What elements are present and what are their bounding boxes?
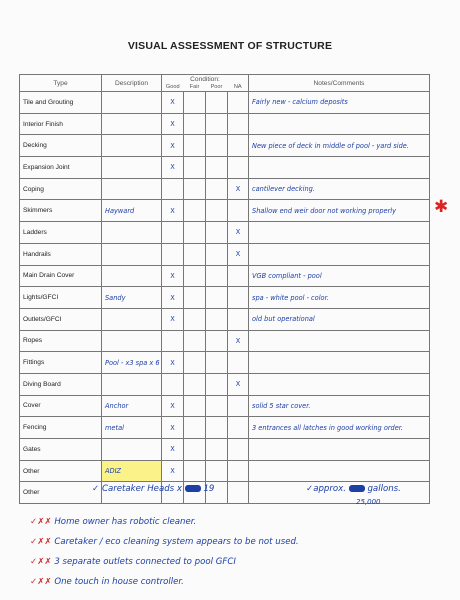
header-good: Good bbox=[162, 83, 184, 92]
row-fair-mark bbox=[184, 460, 206, 482]
row-good-mark bbox=[162, 373, 184, 395]
row-poor-mark bbox=[206, 157, 228, 179]
row-na-mark bbox=[228, 265, 249, 287]
row-good-mark: X bbox=[162, 92, 184, 114]
row-na-mark: X bbox=[228, 243, 249, 265]
row-type: Skimmers bbox=[20, 200, 102, 222]
row-good-mark: X bbox=[162, 157, 184, 179]
row-type: Gates bbox=[20, 439, 102, 461]
row-fair-mark bbox=[184, 178, 206, 200]
row-na-mark: X bbox=[228, 178, 249, 200]
row-poor-mark bbox=[206, 265, 228, 287]
scribble-mark bbox=[349, 485, 365, 492]
row-description bbox=[102, 113, 162, 135]
row-note: 3 entrances all latches in good working order. bbox=[249, 417, 430, 439]
row-good-mark: X bbox=[162, 460, 184, 482]
row-type: Other bbox=[20, 482, 102, 504]
row-type: Cover bbox=[20, 395, 102, 417]
row-description: Pool - x3 spa x 6 bbox=[102, 352, 162, 374]
row-poor-mark bbox=[206, 417, 228, 439]
row-note bbox=[249, 222, 430, 244]
table-row bbox=[20, 265, 430, 287]
row-good-mark: X bbox=[162, 308, 184, 330]
row-note: cantilever decking. bbox=[249, 178, 430, 200]
header-fair: Fair bbox=[189, 84, 200, 90]
row-note bbox=[249, 113, 430, 135]
table-row bbox=[20, 178, 430, 200]
row-na-mark bbox=[228, 417, 249, 439]
row-na-mark bbox=[228, 482, 249, 504]
row-poor-mark bbox=[206, 395, 228, 417]
table-row bbox=[20, 113, 430, 135]
row-type: Diving Board bbox=[20, 373, 102, 395]
row-na-mark bbox=[228, 200, 249, 222]
table-row bbox=[20, 439, 430, 461]
header-type: Type bbox=[20, 75, 102, 92]
row-na-mark bbox=[228, 157, 249, 179]
row-note bbox=[249, 352, 430, 374]
row-description: Sandy bbox=[102, 287, 162, 309]
row-type: Fencing bbox=[20, 417, 102, 439]
row-description bbox=[102, 157, 162, 179]
row-type: Fittings bbox=[20, 352, 102, 374]
row-type: Tile and Grouting bbox=[20, 92, 102, 114]
row-good-mark bbox=[162, 243, 184, 265]
row-description bbox=[102, 373, 162, 395]
row-na-mark bbox=[228, 92, 249, 114]
row-note: New piece of deck in middle of pool - yard side. bbox=[249, 135, 430, 157]
assessment-table bbox=[19, 74, 430, 504]
row-poor-mark bbox=[206, 243, 228, 265]
row-poor-mark bbox=[206, 439, 228, 461]
row-fair-mark bbox=[184, 265, 206, 287]
row-type: Lights/GFCI bbox=[20, 287, 102, 309]
row-poor-mark bbox=[206, 222, 228, 244]
row-good-mark: X bbox=[162, 265, 184, 287]
row-good-mark: X bbox=[162, 113, 184, 135]
row-poor-mark bbox=[206, 373, 228, 395]
header-poor: Poor bbox=[210, 84, 223, 90]
row-fair-mark bbox=[184, 243, 206, 265]
row-note bbox=[249, 243, 430, 265]
row-fair-mark bbox=[184, 395, 206, 417]
row-description bbox=[102, 135, 162, 157]
row-description bbox=[102, 330, 162, 352]
row-good-mark bbox=[162, 222, 184, 244]
footer-note-2: ✓✗✗ Caretaker / eco cleaning system appears to be not used. bbox=[30, 537, 299, 547]
row-note: spa - white pool - color. bbox=[249, 287, 430, 309]
header-na: NA bbox=[228, 83, 249, 92]
row-good-mark: X bbox=[162, 287, 184, 309]
row-note: Shallow end weir door not working properly bbox=[249, 200, 430, 222]
row-na-mark bbox=[228, 287, 249, 309]
row-poor-mark bbox=[206, 92, 228, 114]
row-type: Ropes bbox=[20, 330, 102, 352]
row-type: Other bbox=[20, 460, 102, 482]
table-row bbox=[20, 308, 430, 330]
row-poor-mark bbox=[206, 287, 228, 309]
footer-note-3: ✓✗✗ 3 separate outlets connected to pool GFCI bbox=[30, 557, 236, 567]
row-description: metal bbox=[102, 417, 162, 439]
row-poor-mark bbox=[206, 135, 228, 157]
row-type: Handrails bbox=[20, 243, 102, 265]
caretaker-heads-note: ✓ Caretaker Heads x 19 bbox=[92, 484, 215, 494]
header-description: Description bbox=[102, 75, 162, 92]
row-type: Main Drain Cover bbox=[20, 265, 102, 287]
row-type: Outlets/GFCI bbox=[20, 308, 102, 330]
footer-note-1: ✓✗✗ Home owner has robotic cleaner. bbox=[30, 517, 197, 527]
table-row bbox=[20, 352, 430, 374]
row-description bbox=[102, 92, 162, 114]
row-fair-mark bbox=[184, 222, 206, 244]
row-poor-mark bbox=[206, 178, 228, 200]
row-note bbox=[249, 157, 430, 179]
row-note bbox=[249, 373, 430, 395]
row-good-mark: X bbox=[162, 395, 184, 417]
row-description bbox=[102, 439, 162, 461]
row-description: Anchor bbox=[102, 395, 162, 417]
row-type: Coping bbox=[20, 178, 102, 200]
row-good-mark: X bbox=[162, 200, 184, 222]
row-fair-mark bbox=[184, 352, 206, 374]
row-na-mark: X bbox=[228, 330, 249, 352]
row-description: Hayward bbox=[102, 200, 162, 222]
approx-gallons-note: ✓approx. gallons. bbox=[306, 484, 401, 494]
row-description bbox=[102, 308, 162, 330]
row-fair-mark bbox=[184, 92, 206, 114]
row-na-mark bbox=[228, 113, 249, 135]
row-fair-mark bbox=[184, 157, 206, 179]
row-na-mark bbox=[228, 135, 249, 157]
row-na-mark bbox=[228, 352, 249, 374]
table-row bbox=[20, 287, 430, 309]
row-description bbox=[102, 265, 162, 287]
row-poor-mark bbox=[206, 330, 228, 352]
row-type: Interior Finish bbox=[20, 113, 102, 135]
table-row bbox=[20, 135, 430, 157]
gallons-value: 25,000 bbox=[356, 498, 381, 506]
row-good-mark: X bbox=[162, 417, 184, 439]
table-row bbox=[20, 417, 430, 439]
row-description bbox=[102, 243, 162, 265]
row-poor-mark bbox=[206, 113, 228, 135]
row-fair-mark bbox=[184, 373, 206, 395]
row-fair-mark bbox=[184, 200, 206, 222]
row-poor-mark bbox=[206, 460, 228, 482]
row-type: Ladders bbox=[20, 222, 102, 244]
row-note bbox=[249, 460, 430, 482]
row-description: ADIZ bbox=[102, 460, 162, 482]
row-fair-mark bbox=[184, 330, 206, 352]
row-poor-mark bbox=[206, 200, 228, 222]
row-note: old but operational bbox=[249, 308, 430, 330]
table-row bbox=[20, 460, 430, 482]
row-good-mark: X bbox=[162, 439, 184, 461]
table-row bbox=[20, 200, 430, 222]
row-good-mark bbox=[162, 178, 184, 200]
row-fair-mark bbox=[184, 135, 206, 157]
row-type: Expansion Joint bbox=[20, 157, 102, 179]
table-row bbox=[20, 92, 430, 114]
table-row bbox=[20, 157, 430, 179]
row-fair-mark bbox=[184, 308, 206, 330]
table-row bbox=[20, 330, 430, 352]
row-fair-mark bbox=[184, 287, 206, 309]
row-na-mark bbox=[228, 308, 249, 330]
row-note: solid 5 star cover. bbox=[249, 395, 430, 417]
row-note bbox=[249, 439, 430, 461]
row-na-mark: X bbox=[228, 373, 249, 395]
header-notes: Notes/Comments bbox=[249, 75, 430, 92]
scribble-mark bbox=[185, 485, 201, 492]
row-note: VGB compliant - pool bbox=[249, 265, 430, 287]
table-row bbox=[20, 373, 430, 395]
row-na-mark: X bbox=[228, 222, 249, 244]
row-na-mark bbox=[228, 395, 249, 417]
red-asterisk-mark: ✱ bbox=[434, 197, 449, 217]
row-na-mark bbox=[228, 439, 249, 461]
row-good-mark bbox=[162, 330, 184, 352]
row-poor-mark bbox=[206, 352, 228, 374]
row-na-mark bbox=[228, 460, 249, 482]
header-condition: Condition: bbox=[162, 75, 249, 84]
footer-note-4: ✓✗✗ One touch in house controller. bbox=[30, 577, 184, 587]
table-row bbox=[20, 395, 430, 417]
row-fair-mark bbox=[184, 439, 206, 461]
row-poor-mark bbox=[206, 308, 228, 330]
table-row bbox=[20, 243, 430, 265]
row-note bbox=[249, 330, 430, 352]
page-title: VISUAL ASSESSMENT OF STRUCTURE bbox=[127, 40, 333, 52]
row-fair-mark bbox=[184, 417, 206, 439]
row-note: Fairly new - calcium deposits bbox=[249, 92, 430, 114]
row-description bbox=[102, 222, 162, 244]
row-good-mark: X bbox=[162, 135, 184, 157]
row-fair-mark bbox=[184, 113, 206, 135]
row-description bbox=[102, 178, 162, 200]
table-row bbox=[20, 222, 430, 244]
row-type: Decking bbox=[20, 135, 102, 157]
row-good-mark: X bbox=[162, 352, 184, 374]
